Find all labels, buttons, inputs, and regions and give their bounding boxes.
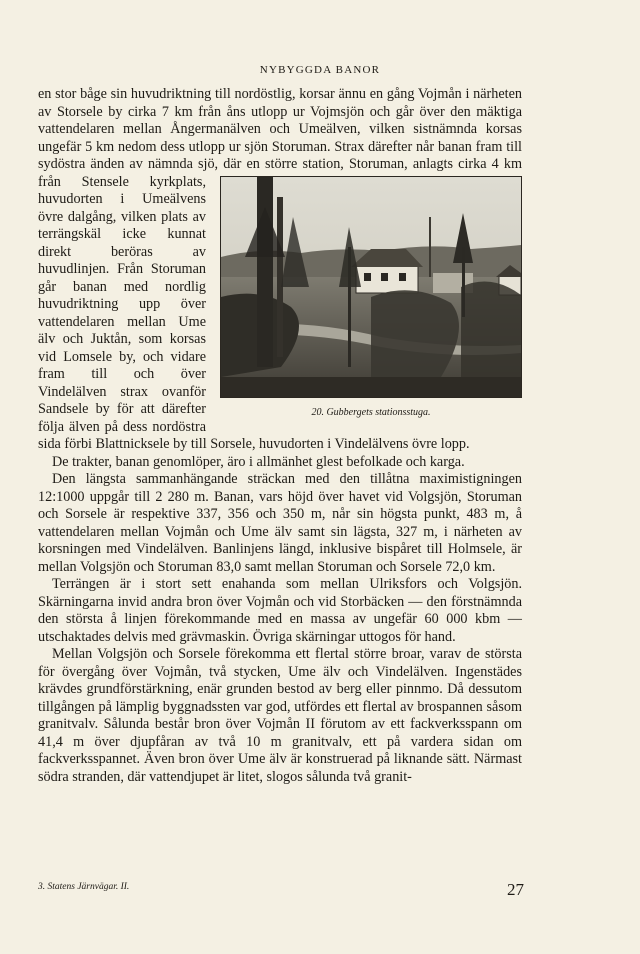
paragraph-4: Terrängen är i stort sett enahanda som mellan Ulriksfors och Volgsjön. Skärningarna invid andra bron över Vojmån och vid Storbäcken — den förstnämnda den största å linjen förekommande med en massa av ungefär 60 000 kbm — utschaktades delvis med grävmaskin. Övriga skärningar uttogos för hand. [38, 576, 522, 645]
paragraph-5: Mellan Volgsjön och Sorsele förekomma ett flertal större broar, varav de största för övergång över Vojmån, två stycken, Ume älv och Vindelälven. Ingenstädes krävdes grundförstärkning, enär grunden bestod av berg eller pinnmo. Då dessutom tillgången på lämplig byggnadssten var god, utfördes ett flertal av brospannen såsom granitvalv. Sålunda består bron över Vojmån II förutom av ett fackverksspann om 41,4 m över djupfåran av två 10 m granitvalv, ett på vardera sidan om fackverksspannet. Även bron över Ume älv är konstruerad på liknande sätt. Närmast södra stranden, där vattendjupet är litet, slogos sålunda två granit- [38, 646, 522, 785]
body-text [38, 86, 522, 786]
running-head: NYBYGGDA BANOR [259, 64, 381, 76]
paragraph-2: De trakter, banan genomlöper, äro i allmänhet glest befolkade och karga. [52, 453, 465, 470]
figure-caption: 20. Gubbergets stationsstuga. [311, 406, 431, 418]
station-house-photo [220, 176, 522, 398]
footer-source-note: 3. Statens Järnvägar. II. [38, 882, 130, 892]
paragraph-1 [38, 86, 522, 454]
paragraph-1-lead: en stor båge sin huvudriktning till nordöstlig, korsar ännu en gång Vojmån i närheten av Storsele by cirka 7 km från åns utlopp ur Vojmsjön och går över den mäktiga vattendelaren mellan Ångermanälven och Umeälven, vilken sistnämnda korsas ungefär 5 km nedom dess utlopp ur sjön Storuman. Strax därefter når banan fram till sydöstra änden av nämnda sjö, där en större [38, 86, 522, 172]
paragraph-1-wrap: station, Storuman, anlagts cirka 4 km från Stensele kyrkplats, huvudorten i Umeälvens övre dalgång, vilken plats av terrängskäl icke kunnat direkt beröras av huvudlinjen. Från Storuman går banan med nordlig huvudriktning upp över vattendelaren mellan Ume älv och Juktån, som korsas vid Lomsele by, och vidare fram till och över Vindelälven strax ovanför Sandsele by för att därefter följa älven på dess nordöstra sida förbi Blattnicksele by till Sorsele, huvudorten i Vindelälvens övre lopp. [38, 156, 523, 452]
figure [220, 176, 522, 430]
page-number: 27 [507, 880, 524, 899]
paragraph-3: Den längsta sammanhängande sträckan med den tillåtna maximistigningen 12:1000 uppgår till 2 280 m. Banan, vars höjd över havet vid Volgsjön, Storuman och Sorsele är respektive 337, 356 och 350 m, når sin högsta punkt, 483 m, å vattendelaren mellan Vojmån och Ume älv samt sin lägsta, 327 m, i närheten av korsningen med Vindelälven. Banlinjens längd, inklusive bispåret till Holmsele, är mellan Volgsjön och Storuman 83,0 samt mellan Storuman och Sorsele 72,0 km. [38, 471, 522, 575]
